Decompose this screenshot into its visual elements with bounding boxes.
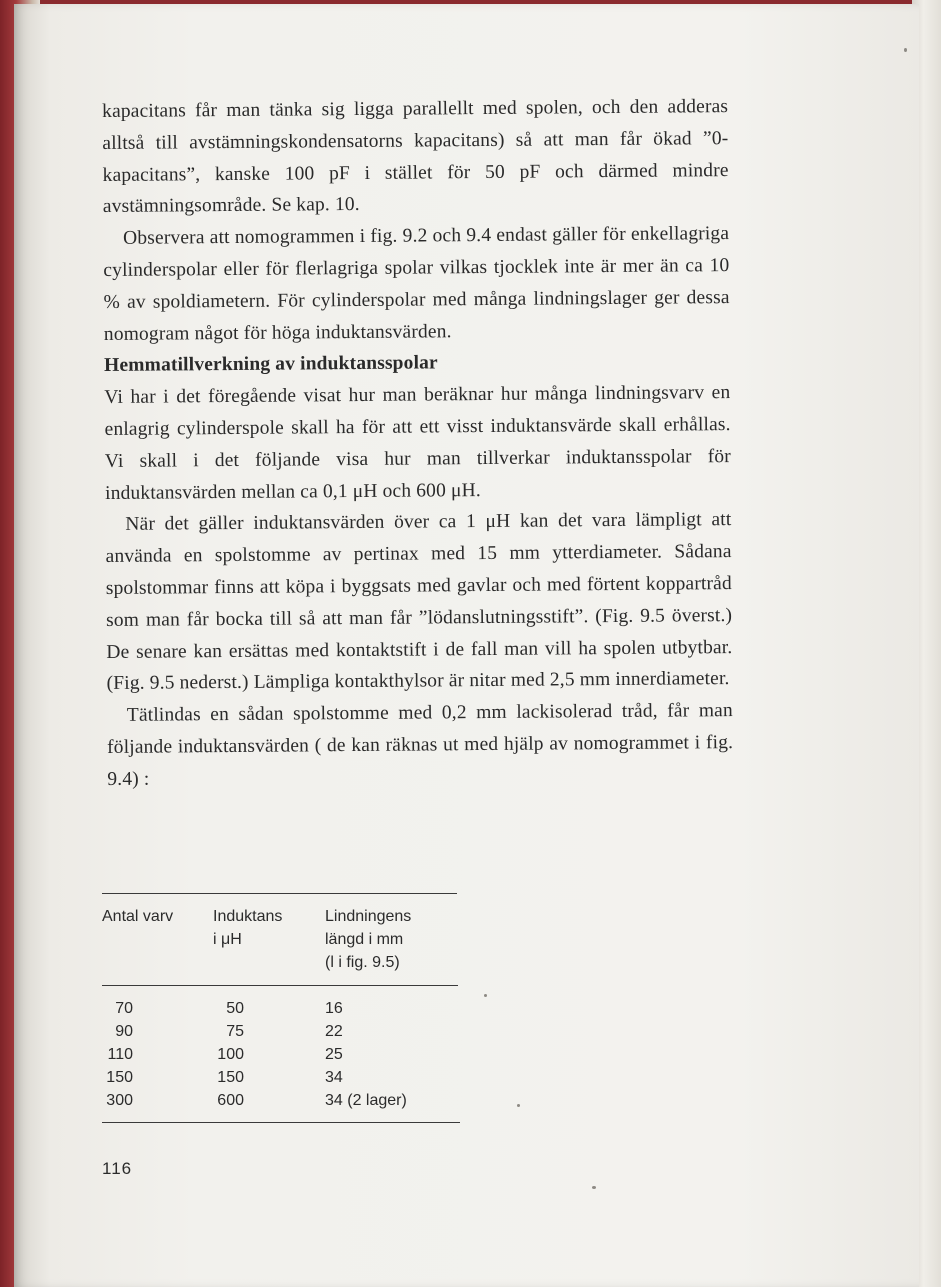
paper-speck	[904, 48, 907, 52]
table-header-turns: Antal varv	[102, 908, 174, 925]
cell-inductance: 150	[217, 1069, 244, 1086]
paragraph-3: Vi har i det föregående visat hur man beräknar hur många lindningsvarv en enlagrig cylinderspole skall ha för att ett visst induktansvärde skall erhållas. Vi skall i det följande visa hur man tillverkar induktansspolar för induktansvärden mellan ca 0,1 μH och 600 μH.	[104, 382, 731, 504]
cell-inductance: 75	[226, 1023, 244, 1040]
paragraph-4: När det gäller induktansvärden över ca 1 μH kan det vara lämpligt att använda en spolstomme av pertinax med 15 mm ytterdiameter. Sådana spolstommar finns att köpa i byggsats med gavlar och med förtent koppartråd som man får bocka till så att man får ”lödanslutningsstift”. (Fig. 9.5 överst.) De senare kan ersättas med kontaktstift i de fall man vill ha spolen utbytbar. (Fig. 9.5 nederst.) Lämpliga kontakthylsor är nitar med 2,5 mm innerdiameter.	[105, 509, 733, 695]
paragraph-1: kapacitans får man tänka sig ligga parallellt med spolen, och den adderas alltså till avstämningskondensatorns kapacitans) så att man får ökad ”0-kapacitans”, kanske 100 pF i stället för 50 pF och därmed mindre avstämningsområde. Se kap. 10.	[102, 96, 729, 218]
paragraph-2: Observera att nomogrammen i fig. 9.2 och 9.4 endast gäller för enkellagriga cylinderspolar eller för flerlagriga spolar vilkas tjocklek inte är mer än ca 10 % av spoldiametern. För cylinderspolar med många lindningslager ger dessa nomogram något för höga induktansvärden.	[103, 223, 730, 345]
paper-speck	[484, 994, 487, 997]
cell-length: 22	[325, 1023, 343, 1040]
section-heading: Hemmatillverkning av induktansspolar	[104, 352, 438, 377]
page-number: 116	[102, 1159, 133, 1178]
cell-length: 34	[325, 1069, 343, 1086]
table-row	[102, 1043, 462, 1066]
table-row	[102, 1066, 462, 1089]
paragraph-5: Tätlindas en sådan spolstomme med 0,2 mm lackisolerad tråd, får man följande induktansvärden ( de kan räknas ut med hjälp av nomogrammet i fig. 9.4) :	[107, 700, 734, 790]
table-header-inductance: Induktans i μH	[213, 908, 283, 948]
cell-turns: 70	[115, 1000, 133, 1017]
table-rule-bottom	[102, 1122, 460, 1123]
table-row	[102, 1089, 462, 1112]
cell-length: 16	[325, 1000, 343, 1017]
cell-length: 25	[325, 1046, 343, 1063]
table-row	[102, 1020, 462, 1043]
cell-turns: 110	[107, 1046, 133, 1063]
cell-length: 34 (2 lager)	[325, 1092, 407, 1109]
cell-turns: 90	[115, 1023, 133, 1040]
table-header-length: Lindningens längd i mm (l i fig. 9.5)	[325, 908, 412, 971]
cell-inductance: 600	[217, 1092, 244, 1109]
table-rule-top	[102, 893, 457, 894]
paper-speck	[517, 1104, 520, 1107]
cell-turns: 300	[106, 1092, 133, 1109]
cell-inductance: 50	[226, 1000, 244, 1017]
table-rule-middle	[102, 985, 458, 986]
cell-turns: 150	[106, 1069, 133, 1086]
body-text	[102, 91, 733, 795]
table-row	[102, 997, 462, 1020]
cell-inductance: 100	[217, 1046, 244, 1063]
paper-speck	[592, 1186, 596, 1189]
